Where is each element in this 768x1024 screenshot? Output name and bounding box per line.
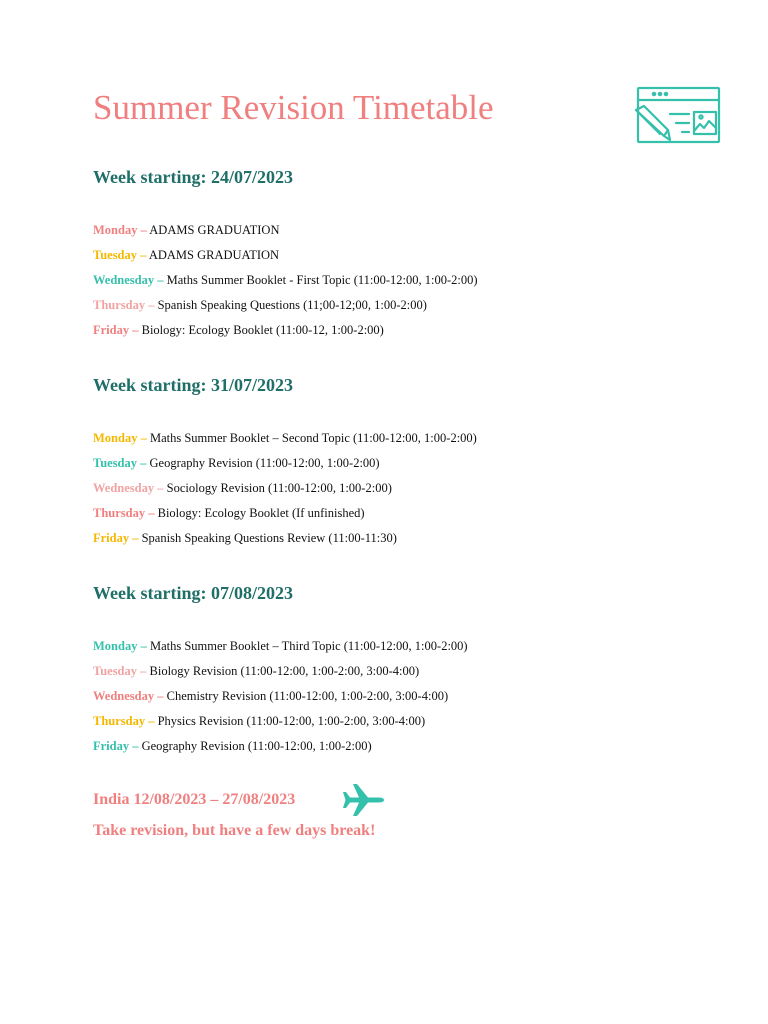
day-activity: Maths Summer Booklet – Third Topic (11:00-12:00, 1:00-2:00) [149,639,468,653]
day-entry [93,272,478,288]
day-entry [93,530,397,546]
day-entry [93,663,419,679]
day-entry [93,738,372,754]
day-entry [93,297,427,313]
airplane-icon [340,782,386,818]
day-label: Wednesday – [93,481,164,495]
day-entry [93,688,448,704]
day-activity: ADAMS GRADUATION [148,248,280,262]
day-activity: Chemistry Revision (11:00-12:00, 1:00-2:00, 3:00-4:00) [166,689,449,703]
trip-dates: India 12/08/2023 – 27/08/2023 [93,791,296,808]
day-label: Wednesday – [93,273,164,287]
day-label: Monday – [93,431,147,445]
day-label: Friday – [93,531,139,545]
day-activity: Spanish Speaking Questions Review (11:00-11:30) [141,531,397,545]
day-entry [93,638,468,654]
week-heading: Week starting: 31/07/2023 [93,375,293,395]
day-activity: Geography Revision (11:00-12:00, 1:00-2:00) [141,739,372,753]
day-entry [93,455,380,471]
day-label: Monday – [93,639,147,653]
day-activity: Biology: Ecology Booklet (If unfinished) [157,506,365,520]
day-activity: Biology Revision (11:00-12:00, 1:00-2:00, 3:00-4:00) [149,664,420,678]
day-entry [93,247,279,263]
day-activity: Maths Summer Booklet - First Topic (11:00-12:00, 1:00-2:00) [166,273,478,287]
day-label: Tuesday – [93,664,147,678]
day-activity: Geography Revision (11:00-12:00, 1:00-2:00) [149,456,380,470]
day-label: Wednesday – [93,689,164,703]
day-label: Tuesday – [93,248,147,262]
web-document-edit-icon [634,86,722,146]
week-heading: Week starting: 24/07/2023 [93,167,293,187]
day-activity: Maths Summer Booklet – Second Topic (11:00-12:00, 1:00-2:00) [149,431,477,445]
day-label: Thursday – [93,298,155,312]
break-note: Take revision, but have a few days break! [93,822,376,839]
day-activity: Sociology Revision (11:00-12:00, 1:00-2:00) [166,481,392,495]
day-entry [93,505,365,521]
day-activity: ADAMS GRADUATION [149,223,280,237]
day-label: Friday – [93,739,139,753]
day-label: Thursday – [93,714,155,728]
day-label: Tuesday – [93,456,147,470]
day-entry [93,480,392,496]
day-activity: Biology: Ecology Booklet (11:00-12, 1:00-2:00) [141,323,384,337]
day-label: Monday – [93,223,147,237]
week-heading: Week starting: 07/08/2023 [93,583,293,603]
day-label: Thursday – [93,506,155,520]
day-activity: Physics Revision (11:00-12:00, 1:00-2:00, 3:00-4:00) [157,714,426,728]
day-entry [93,713,425,729]
day-entry [93,222,279,238]
page-title: Summer Revision Timetable [93,88,494,127]
day-entry [93,322,384,338]
day-label: Friday – [93,323,139,337]
day-activity: Spanish Speaking Questions (11;00-12;00, 1:00-2:00) [157,298,427,312]
day-entry [93,430,477,446]
